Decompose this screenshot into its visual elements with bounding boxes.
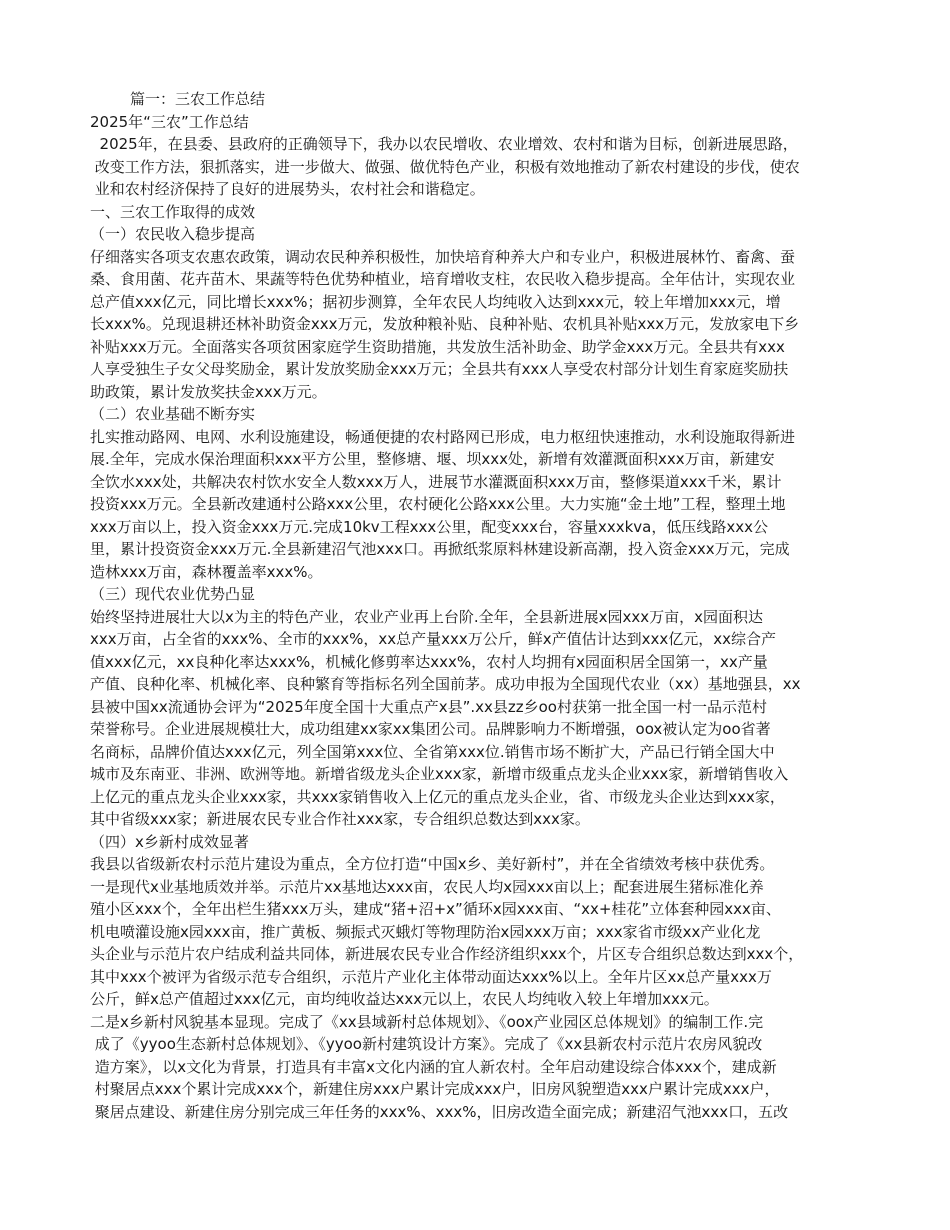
body-line: 其中xxx个被评为省级示范专合组织，示范片产业化主体带动面达xxx%以上。全年片区xx总产量xxx万	[90, 967, 772, 986]
document-title: 篇一：三农工作总结	[130, 90, 266, 108]
document-page	[90, 88, 880, 1123]
body-line: 总产值xxx亿元，同比增长xxx%；据初步测算，全年农民人均纯收入达到xxx元，较上年增加xxx元，增	[90, 292, 781, 311]
body-line: 其中省级xxx家；新进展农民专业合作社xxx家，专合组织总数达到xxx家。	[90, 810, 590, 828]
body-line: 改变工作方法，狠抓落实，进一步做大、做强、做优特色产业，积极有效地推动了新农村建设的步伐，使农	[90, 157, 800, 176]
body-line: 助政策，累计发放奖扶金xxx万元。	[90, 382, 327, 401]
body-line: 成了《yyoo生态新村总体规划》、《yyoo新村建筑设计方案》。完成了《xx县新农村示范片农房风貌改	[90, 1035, 763, 1053]
body-line: 扎实推动路网、电网、水利设施建设，畅通便捷的农村路网已形成，电力枢纽快速推动，水利设施取得新进	[90, 427, 796, 446]
body-line: 一、三农工作取得的成效	[90, 202, 256, 221]
body-line: 人享受独生子女父母奖励金，累计发放奖励金xxx万元；全县共有xxx人享受农村部分计划生育家庭奖励扶	[90, 360, 789, 378]
body-line: 桑、食用菌、花卉苗木、果蔬等特色优势种植业，培育增收支柱，农民收入稳步提高。全年估计，实现农业	[90, 270, 796, 288]
body-line: 造方案》，以x文化为背景，打造具有丰富x文化内涵的宜人新农村。全年启动建设综合体xxx个，建成新	[90, 1057, 777, 1076]
body-line: （一）农民收入稳步提高	[90, 225, 256, 243]
body-line: 公斤，鲜x总产值超过xxx亿元，亩均纯收益达xxx元以上，农民人均纯收入较上年增加xxx元。	[90, 990, 719, 1008]
body-line: 我县以省级新农村示范片建设为重点，全方位打造“中国x乡、美好新村”，并在全省绩效考核中获优秀。	[90, 855, 775, 873]
body-line: 值xxx亿元，xx良种化率达xxx%，机械化修剪率达xxx%，农村人均拥有x园面积居全国第一，xx产量	[90, 652, 768, 671]
body-line: 长xxx%。兑现退耕还林补助资金xxx万元，发放种粮补贴、良种补贴、农机具补贴xxx万元，发放家电下乡	[90, 315, 800, 333]
body-line: 上亿元的重点龙头企业xxx家，共xxx家销售收入上亿元的重点龙头企业，省、市级龙头企业达到xxx家，	[90, 787, 785, 806]
body-line: （三）现代农业优势凸显	[90, 585, 256, 603]
body-line: 城市及东南亚、非洲、欧洲等地。新增省级龙头企业xxx家，新增市级重点龙头企业xxx家，新增销售收入	[90, 765, 789, 783]
body-line: 投资xxx万元。全县新改建通村公路xxx公里，农村硬化公路xxx公里。大力实施“金土地”工程，整理土地	[90, 495, 786, 513]
body-line: （二）农业基础不断夯实	[90, 405, 256, 423]
body-line: 荣誉称号。企业进展规模壮大，成功组建xx家xx集团公司。品牌影响力不断增强，oox被认定为oo省著	[90, 720, 771, 738]
body-line: 聚居点建设、新建住房分别完成三年任务的xxx%、xxx%，旧房改造全面完成；新建沼气池xxx口，五改	[90, 1102, 789, 1121]
body-line: 一是现代x业基地质效并举。示范片xx基地达xxx亩，农民人均x园xxx亩以上；配套进展生猪标准化养	[90, 877, 764, 896]
body-line: 二是x乡新村风貌基本显现。完成了《xx县域新村总体规划》、《oox产业园区总体规划》的编制工作.完	[90, 1012, 764, 1031]
body-line: 名商标，品牌价值达xxx亿元，列全国第xxx位、全省第xxx位.销售市场不断扩大，产品已行销全国大中	[90, 742, 775, 761]
body-line: 头企业与示范片农户结成利益共同体，新进展农民专业合作经济组织xxx个，片区专合组织总数达到xxx个，	[90, 945, 804, 963]
body-line: 里，累计投资资金xxx万元.全县新建沼气池xxx口。再掀纸浆原料林建设新高潮，投入资金xxx万元，完成	[90, 540, 790, 558]
body-line: 2025年，在县委、县政府的正确领导下，我办以农民增收、农业增效、农村和谐为目标，创新进展思路，	[90, 135, 798, 153]
body-line: 机电喷灌设施x园xxx亩，推广黄板、频振式灭蛾灯等物理防治x园xxx万亩；xxx家省市级xx产业化龙	[90, 922, 761, 941]
body-line: （四）x乡新村成效显著	[90, 832, 249, 851]
body-line: 县被中国xx流通协会评为“2025年度全国十大重点产x县”.xx县zz乡oo村获第一批全国一村一品示范村	[90, 697, 767, 716]
body-line: 殖小区xxx个，全年出栏生猪xxx万头，建成“猪+沼+x”循环x园xxx亩、“xx+桂花”立体套种园xxx亩、	[90, 900, 781, 918]
body-line: 业和农村经济保持了良好的进展势头，农村社会和谐稳定。	[90, 180, 485, 198]
body-line: 始终坚持进展壮大以x为主的特色产业，农业产业再上台阶.全年，全县新进展x园xxx万亩，x园面积达	[90, 607, 764, 626]
body-line: 补贴xxx万元。全面落实各项贫困家庭学生资助措施，共发放生活补助金、助学金xxx万元。全县共有xxx	[90, 337, 785, 356]
body-line: 2025年“三农”工作总结	[90, 112, 249, 131]
body-line: xxx万亩，占全省的xxx%、全市的xxx%，xx总产量xxx万公斤，鲜x产值估计达到xxx亿元，xx综合产	[90, 630, 777, 648]
body-line: 村聚居点xxx个累计完成xxx个，新建住房xxx户累计完成xxx户，旧房风貌塑造xxx户累计完成xxx户，	[90, 1080, 780, 1098]
body-line: 展.全年，完成水保治理面积xxx平方公里，整修塘、堰、坝xxx处，新增有效灌溉面积xxx万亩，新建安	[90, 450, 775, 468]
body-line: 产值、良种化率、机械化率、良种繁育等指标名列全国前茅。成功申报为全国现代农业（xx）基地强县，xx	[90, 675, 801, 693]
body-line: 仔细落实各项支农惠农政策，调动农民种养积极性，加快培育种养大户和专业户，积极进展林竹、畜禽、蚕	[90, 247, 796, 266]
body-line: 全饮水xxx处，共解决农村饮水安全人数xxx万人，进展节水灌溉面积xxx万亩，整修渠道xxx千米，累计	[90, 472, 782, 491]
body-line: xxx万亩以上，投入资金xxx万元.完成10kv工程xxx公里，配变xxx台，容量xxxkva，低压线路xxx公	[90, 517, 768, 536]
body-line: 造林xxx万亩，森林覆盖率xxx%。	[90, 562, 323, 581]
